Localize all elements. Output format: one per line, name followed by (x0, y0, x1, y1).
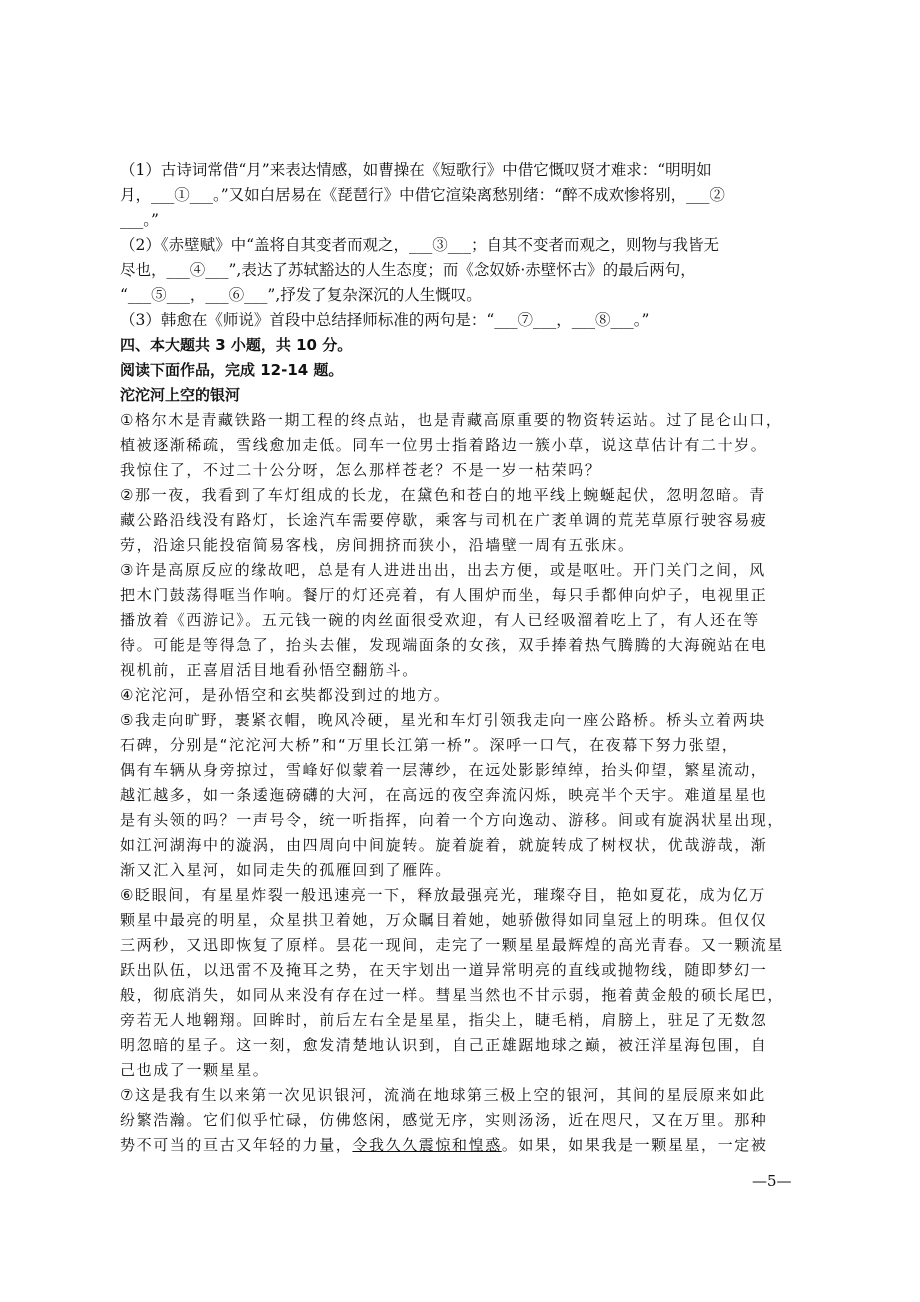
text-line: 尽也，___④___”,表达了苏轼豁达的人生态度；而《念奴娇·赤壁怀古》的最后两句， (120, 261, 696, 279)
text-line: ②那一夜，我看到了车灯组成的长龙，在黛色和苍白的地平线上蜿蜒起伏，忽明忽暗。青 (120, 486, 766, 504)
text-line: ⑤我走向旷野，裹紧衣帽，晚风冷硬，星光和车灯引领我走向一座公路桥。桥头立着两块 (120, 711, 766, 729)
paragraph-3 (120, 558, 802, 683)
text-line: ①格尔木是青藏铁路一期工程的终点站，也是青藏高原重要的物资转运站。过了昆仑山口， (120, 411, 783, 429)
text-line: “___⑤___，___⑥___”,抒发了复杂深沉的人生慨叹。 (120, 286, 482, 304)
text-line: 越汇越多，如一条逶迤磅礴的大河，在高远的夜空奔流闪烁，映亮半个天宇。难道星星也 (120, 786, 768, 804)
text-line: 待。可能是等得急了，抬头去催，发现端面条的女孩，双手捧着热气腾腾的大海碗站在电 (120, 636, 768, 654)
text-line: ⑥眨眼间，有星星炸裂一般迅速亮一下，释放最强亮光，璀璨夺目，艳如夏花，成为亿万 (120, 886, 766, 904)
text-line: 渐又汇入星河，如同走失的孤雁回到了雁阵。 (120, 861, 453, 879)
question-3: （3）韩愈在《师说》首段中总结择师标准的两句是：“___⑦___，___⑧___。” (120, 311, 650, 329)
text-line: 颗星中最亮的明星，众星拱卫着她，万众瞩目着她，她骄傲得如同皇冠上的明珠。但仅仅 (120, 911, 768, 929)
text-line: 偶有车辆从身旁掠过，雪峰好似蒙着一层薄纱，在远处影影绰绰，抬头仰望，繁星流动， (120, 761, 768, 779)
text-line: 己也成了一颗星星。 (120, 1061, 270, 1079)
text-line: 把木门鼓荡得哐当作响。餐厅的灯还亮着，有人围炉而坐，每只手都伸向炉子，电视里正 (120, 586, 768, 604)
text-line: ___。” (120, 211, 159, 229)
article-title: 沱沱河上空的银河 (120, 386, 241, 404)
text-line: ④沱沱河，是孙悟空和玄奘都没到过的地方。 (120, 686, 451, 704)
text-line: 明忽暗的星子。这一刻，愈发清楚地认识到，自己正雄踞地球之巅，被汪洋星海包围，自 (120, 1036, 768, 1054)
paragraph-4 (120, 683, 802, 708)
text-line: 视机前，正喜眉活目地看孙悟空翻筋斗。 (120, 661, 419, 679)
text-line: 劳，沿途只能投宿简易客栈，房间拥挤而狭小，沿墙壁一周有五张床。 (120, 536, 635, 554)
text-line: 月，___①___。”又如白居易在《琵琶行》中借它渲染离愁别绪：“醉不成欢惨将别，___② (120, 186, 725, 204)
text-line: 石碑，分别是“沱沱河大桥”和“万里长江第一桥”。深呼一口气，在夜幕下努力张望， (120, 736, 739, 754)
text-line: ⑦这是我有生以来第一次见识银河，流淌在地球第三极上空的银河，其间的星辰原来如此 (120, 1086, 766, 1104)
exam-page-content (120, 158, 802, 1158)
text-line: 般，彻底消失，如同从来没有存在过一样。彗星当然也不甘示弱，拖着黄金般的硕长尾巴， (120, 986, 785, 1004)
text-span: 势不可当的亘古又年轻的力量， (120, 1136, 353, 1154)
text-line: （1）古诗词常借“月”来表达情感，如曹操在《短歌行》中借它慨叹贤才难求：“明明如 (120, 161, 712, 179)
page-number: —5— (752, 1172, 792, 1190)
text-line: 播放着《西游记》。五元钱一碗的肉丝面很受欢迎，有人已经吸溜着吃上了，有人还在等 (120, 611, 760, 629)
underlined-phrase: 令我久久震惊和惶惑 (352, 1136, 502, 1154)
reading-instruction: 阅读下面作品，完成 12-14 题。 (120, 361, 344, 379)
question-1 (120, 158, 802, 233)
text-line: （2）《赤壁赋》中“盖将自其变者而观之，___③___；自其不变者而观之，则物与我皆无 (120, 236, 720, 254)
text-line: 三两秒，又迅即恢复了原样。昙花一现间，走完了一颗星星最辉煌的高光青春。又一颗流星 (120, 936, 785, 954)
text-line: 旁若无人地翱翔。回眸时，前后左右全是星星，指尖上，睫毛梢，肩膀上，驻足了无数忽 (120, 1011, 768, 1029)
paragraph-1 (120, 408, 802, 483)
text-span: 。如果，如果我是一颗星星，一定被 (501, 1136, 768, 1154)
text-line: 是有头领的吗？一声号令，统一听指挥，向着一个方向逸动、游移。间或有旋涡状星出现， (120, 811, 785, 829)
text-line: 藏公路沿线没有路灯，长途汽车需要停歇，乘客与司机在广袤单调的荒芜草原行驶容易疲 (120, 511, 768, 529)
text-line: 如江河湖海中的漩涡，由四周向中间旋转。旋着旋着，就旋转成了树杈状，优哉游哉，渐 (120, 836, 768, 854)
text-line: ③许是高原反应的缘故吧，总是有人进进出出，出去方便，或是呕吐。开门关门之间，风 (120, 561, 766, 579)
section-title: 四、本大题共 3 小题，共 10 分。 (120, 336, 353, 354)
text-line: 植被逐渐稀疏，雪线愈加走低。同车一位男士指着路边一簇小草，说这草估计有二十岁。 (120, 436, 768, 454)
question-2 (120, 233, 802, 308)
paragraph-2 (120, 483, 802, 558)
paragraph-5 (120, 708, 802, 883)
paragraph-6 (120, 883, 802, 1083)
text-line: 我惊住了，不过二十公分呀，怎么那样苍老？不是一岁一枯荣吗？ (120, 461, 602, 479)
text-line: 纷繁浩瀚。它们似乎忙碌，仿佛悠闲，感觉无序，实则汤汤，近在咫尺，又在万里。那种 (120, 1111, 768, 1129)
text-line: 跃出队伍，以迅雷不及掩耳之势，在天宇划出一道异常明亮的直线或抛物线，随即梦幻一 (120, 961, 768, 979)
text-line (120, 1133, 802, 1158)
paragraph-7 (120, 1083, 802, 1158)
